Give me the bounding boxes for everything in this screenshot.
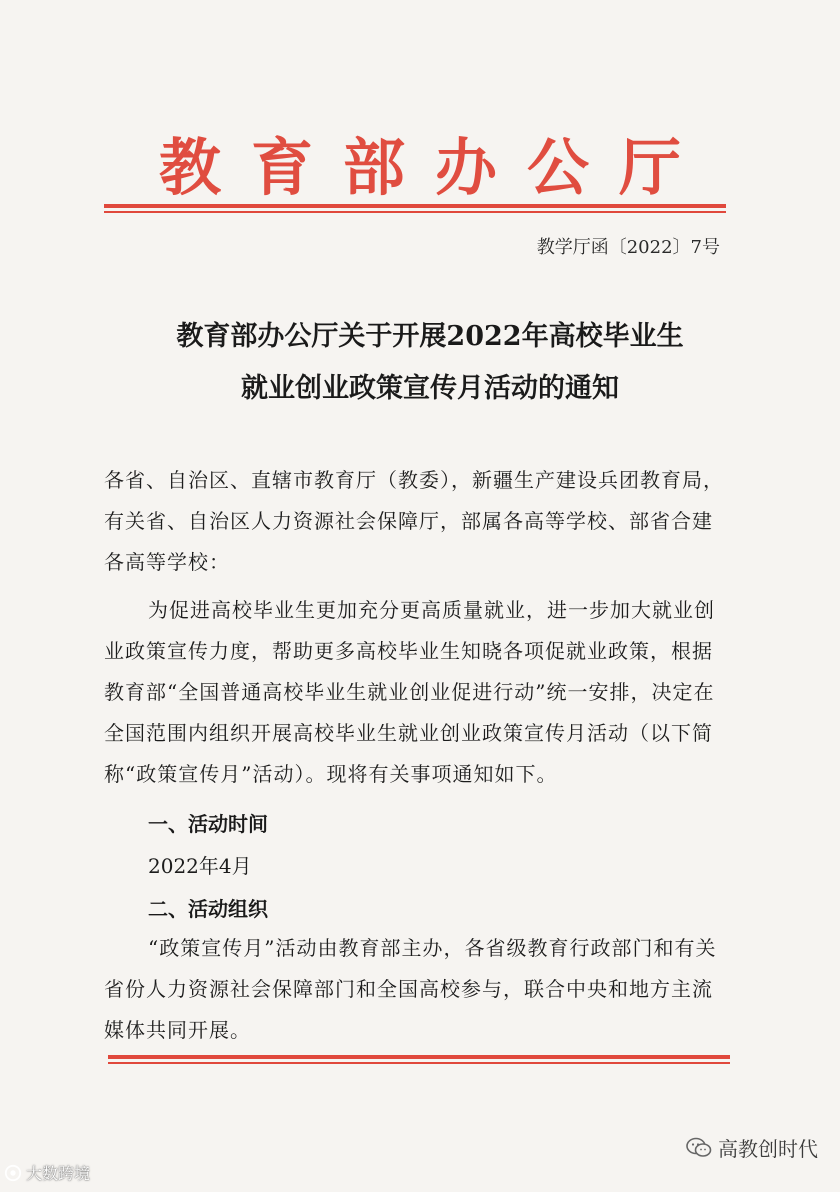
section-2-body: “政策宣传月”活动由教育部主办，各省级教育行政部门和有关省份人力资源社会保障部门和全国高校参与，联合中央和地方主流媒体共同开展。 <box>104 936 717 1042</box>
letterhead-rule-thick <box>104 204 726 208</box>
letterhead-rule-thin <box>104 211 726 213</box>
section-1-heading: 一、活动时间 <box>148 812 268 836</box>
salutation: 各省、自治区、直辖市教育厅（教委），新疆生产建设兵团教育局，有关省、自治区人力资源社会保障厅，部属各高等学校、部省合建各高等学校： <box>104 468 724 574</box>
section-2-heading: 二、活动组织 <box>148 897 268 921</box>
document-title-line-1: 教育部办公厅关于开展2022年高校毕业生 <box>176 321 684 352</box>
watermark-left <box>4 1161 90 1184</box>
watermark-right <box>686 1133 818 1162</box>
wechat-icon <box>686 1137 712 1159</box>
document-number: 教学厅函〔2022〕7号 <box>536 237 720 258</box>
letterhead-issuer: 教育部办公厅 <box>158 131 711 204</box>
footer-rule-thick <box>108 1055 730 1059</box>
watermark-right-text: 高教创时代 <box>718 1137 818 1161</box>
camera-logo-icon <box>4 1164 22 1182</box>
watermark-left-text: 大数跨境 <box>26 1164 91 1183</box>
document-title-line-2: 就业创业政策宣传月活动的通知 <box>241 373 619 404</box>
footer-rule-thin <box>108 1062 730 1064</box>
section-1-body: 2022年4月 <box>148 854 252 878</box>
intro-paragraph: 为促进高校毕业生更加充分更高质量就业，进一步加大就业创业政策宣传力度，帮助更多高校毕业生知晓各项促就业政策，根据教育部“全国普通高校毕业生就业创业促进行动”统一安排，决定在全国范围内组织开展高校毕业生就业创业政策宣传月活动（以下简称“政策宣传月”活动）。现将有关事项通知如下。 <box>104 598 715 786</box>
